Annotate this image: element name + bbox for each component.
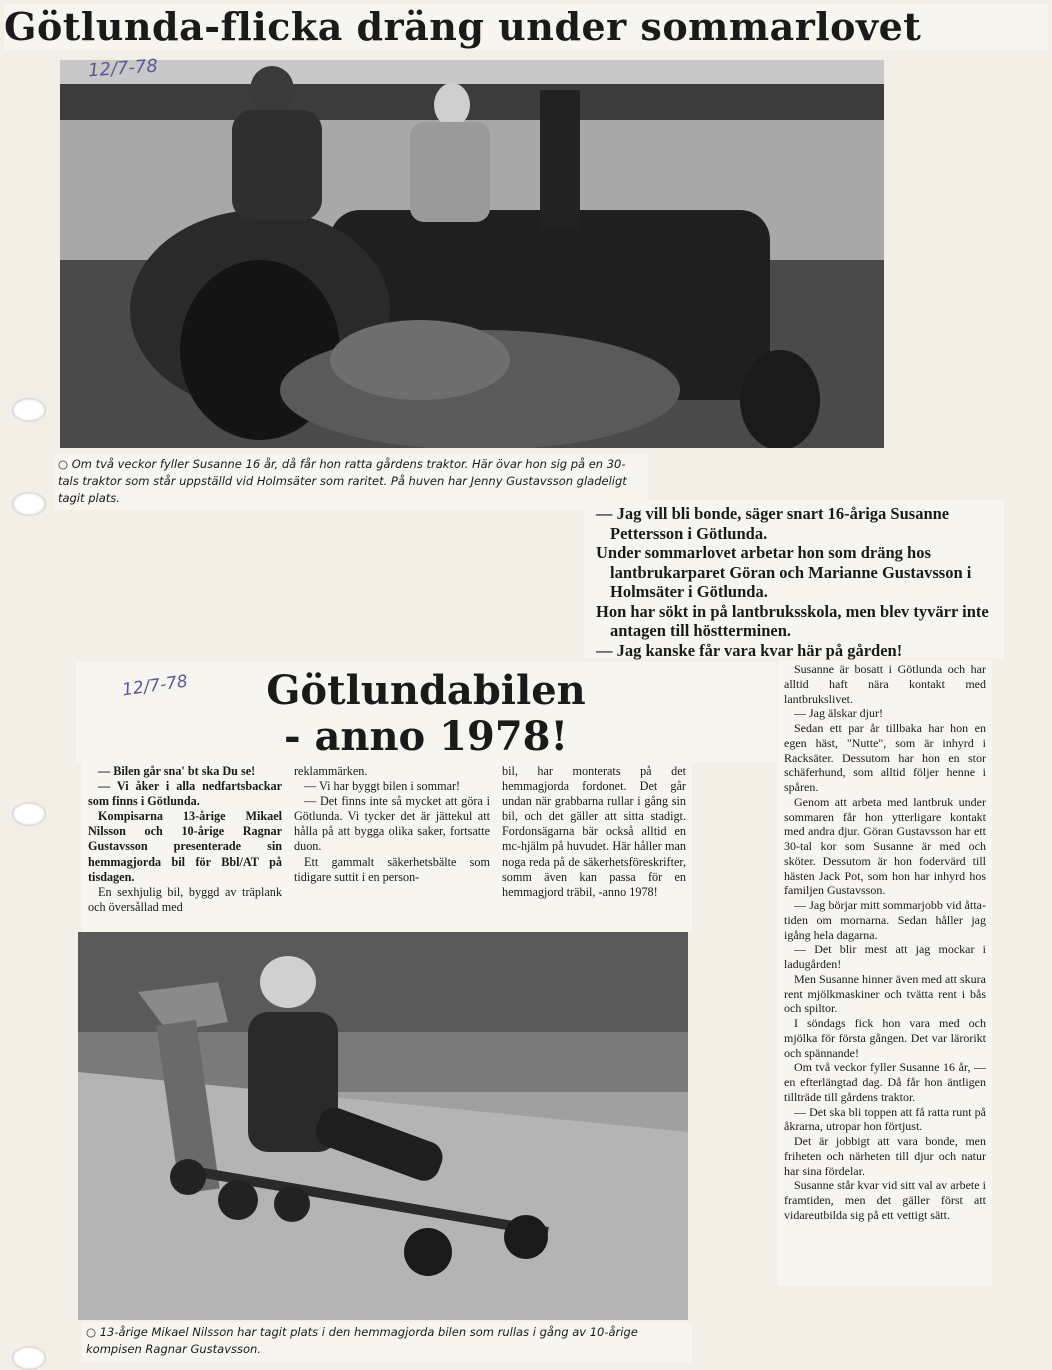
intro-paragraph: Hon har sökt in på lantbruksskola, men blev tyvärr inte antagen till höstterminen. [596, 601, 989, 640]
punch-hole [12, 802, 46, 826]
article2-title-line1: Götlundabilen [266, 667, 586, 714]
body-paragraph: — Jag älskar djur! [794, 706, 883, 721]
handwritten-date: 12/7-78 [120, 671, 190, 701]
punch-hole [12, 1346, 46, 1370]
body-paragraph: reklammärken. [294, 764, 368, 778]
body-paragraph: Sedan ett par år tillbaka har hon en egen häst, "Nutte", som är inhyrd i Racksäter. Dessutom har hon en stor schäferhund, som alltid följer henne i spåren. [784, 721, 986, 794]
intro-paragraph: — Jag kanske får vara kvar här på gården! [596, 640, 903, 660]
article2-col2 [288, 762, 496, 932]
body-paragraph: Susanne står kvar vid sitt val av arbete i framtiden, men det gäller först att vidareutbilda sig på ett vettigt sätt. [784, 1178, 986, 1222]
punch-hole [12, 492, 46, 516]
body-paragraph: Ett gammalt säkerhetsbälte som tidigare suttit i en person- [294, 854, 490, 884]
tractor-caption: ○ Om två veckor fyller Susanne 16 år, då får hon ratta gårdens traktor. Här övar hon sig på en 30-tals traktor som står uppställd vid Holmsäter som raritet. På huven har Jenny Gustavsson gladeligt tagit plats. [54, 454, 648, 510]
intro-paragraph: — Jag vill bli bonde, säger snart 16-åriga Susanne Pettersson i Götlunda. [596, 504, 950, 543]
handwritten-date: 12/7-78 [87, 55, 159, 82]
right-column [778, 660, 992, 1286]
body-paragraph: Men Susanne hinner även med att skura rent mjölkmaskiner och tvätta rent i bås och spiltor. [784, 971, 986, 1016]
body-paragraph: Genom att arbeta med lantbruk under sommaren får hon ytterligare kontakt med andra djur. Göran Gustavsson har ett 30-tal kor som Susanne är med och sköter. Dessutom är hon fodervärd till hästen Jack Pot, som hon har inhyrd hos familjen Gustavsson. [784, 794, 986, 898]
body-paragraph: Det är jobbigt att vara bonde, men friheten och närheten till djur och natur har sina fördelar. [784, 1134, 986, 1178]
body-paragraph: — Vi har byggt bilen i sommar! [304, 779, 461, 794]
article2-col3 [496, 762, 692, 932]
body-paragraph: Kompisarna 13-årige Mikael Nilsson och 10-årige Ragnar Gustavsson presenterade sin hemmagjorda bil för Bbl/AT på tisdagen. [88, 809, 282, 884]
article2-col1 [82, 762, 288, 932]
body-paragraph: Susanne är bosatt i Götlunda och har alltid haft nära kontakt med lantbrukslivet. [784, 662, 986, 706]
body-paragraph: Om två veckor fyller Susanne 16 år, — en efterlängtad dag. Då får hon äntligen tillträde till gårdens traktor. [784, 1060, 986, 1104]
body-paragraph: — Det finns inte så mycket att göra i Götlunda. Vi tycker det är jättekul att hålla på att bygga olika saker, fortsatte duon. [294, 794, 490, 854]
punch-hole [12, 398, 46, 422]
body-paragraph: — Vi åker i alla nedfartsbackar som finns i Götlunda. [88, 779, 282, 809]
tractor-photo [60, 60, 884, 448]
body-paragraph: I söndags fick hon vara med och mjölka för första gången. Det var lärorikt och spännande! [784, 1016, 986, 1060]
article2-title-line2: - anno 1978! [283, 713, 569, 760]
body-paragraph: — Det ska bli toppen att få ratta runt på åkrarna, utropar hon förtjust. [784, 1104, 986, 1134]
body-paragraph: — Bilen går sna' bt ska Du se! [98, 764, 256, 778]
headline: Götlunda-flicka dräng under sommarlovet [4, 4, 1048, 50]
body-paragraph: En sexhjulig bil, byggd av träplank och översållad med [88, 884, 282, 914]
body-paragraph: — Jag börjar mitt sommarjobb vid åtta-tiden om mornarna. Sedan håller jag igång hela dagarna. [784, 898, 986, 942]
intro-paragraphs [584, 500, 1004, 658]
body-paragraph: — Det blir mest att jag mockar i ladugården! [784, 942, 986, 971]
soapbox-car-photo [78, 932, 688, 1320]
body-paragraph: bil, har monterats på det hemmagjorda fordonet. Det går undan när grabbarna rullar i gång sin bil, och det gäller att sitta stadigt. Fordonsägarna bär också alltid en mc-hjälm på huvudet. Här håller man noga reda på de säkerhetsföreskrifter, somm även kan passa för en hemmagjord träbil, -anno 1978! [502, 764, 686, 899]
intro-paragraph: Under sommarlovet arbetar hon som dräng hos lantbrukarparet Göran och Marianne Gustavsson i Holmsäter i Götlunda. [596, 543, 972, 601]
soapbox-car-caption: ○ 13-årige Mikael Nilsson har tagit plats i den hemmagjorda bilen som rullas i gång av 10-årige kompisen Ragnar Gustavsson. [82, 1322, 692, 1362]
